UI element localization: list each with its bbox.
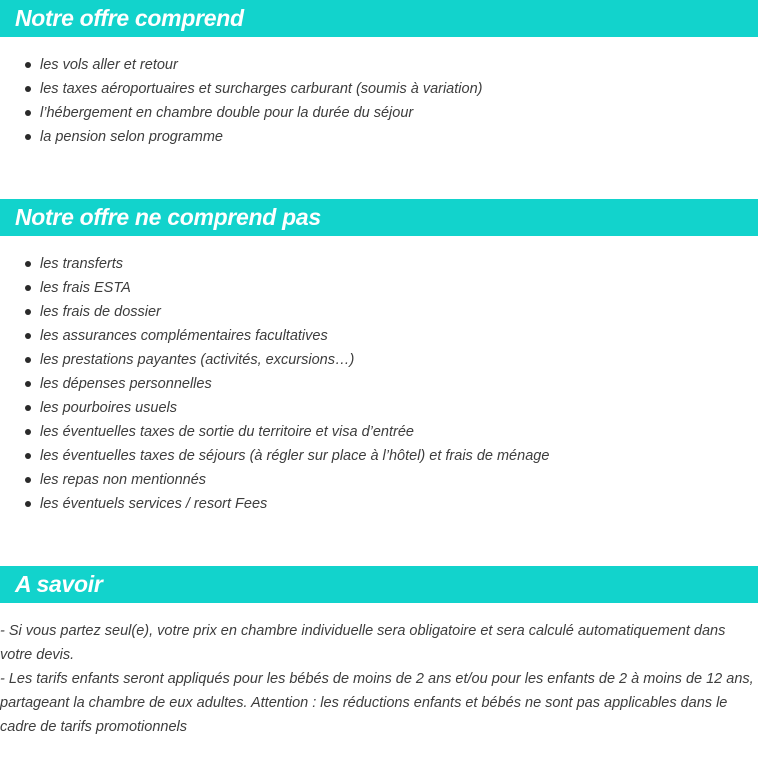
list-item-text: les dépenses personnelles	[40, 376, 212, 392]
bullet-icon	[25, 134, 31, 140]
list-item-text: les éventuelles taxes de séjours (à régler sur place à l’hôtel) et frais de ménage	[40, 448, 550, 464]
list-item-text: la pension selon programme	[40, 129, 223, 145]
bullet-icon	[25, 261, 31, 267]
list-item	[0, 372, 549, 396]
bullet-icon	[25, 429, 31, 435]
list-item	[0, 276, 549, 300]
excluded-list	[0, 252, 549, 516]
bullet-icon	[25, 309, 31, 315]
list-item-text: les taxes aéroportuaires et surcharges carburant (soumis à variation)	[40, 81, 483, 97]
list-item-text: l’hébergement en chambre double pour la durée du séjour	[40, 105, 414, 121]
included-section-title: Notre offre comprend	[0, 0, 758, 37]
list-item	[0, 396, 549, 420]
list-item	[0, 324, 549, 348]
bullet-icon	[25, 62, 31, 68]
list-item	[0, 468, 549, 492]
list-item-text: les frais de dossier	[40, 304, 161, 320]
bullet-icon	[25, 453, 31, 459]
bullet-icon	[25, 285, 31, 291]
bullet-icon	[25, 357, 31, 363]
bullet-icon	[25, 333, 31, 339]
bullet-icon	[25, 405, 31, 411]
bullet-icon	[25, 501, 31, 507]
list-item-text: les vols aller et retour	[40, 57, 178, 73]
list-item	[0, 492, 549, 516]
bullet-icon	[25, 110, 31, 116]
info-notes	[0, 619, 758, 739]
list-item	[0, 420, 549, 444]
list-item	[0, 348, 549, 372]
list-item-text: les transferts	[40, 256, 123, 272]
list-item-text: les éventuelles taxes de sortie du territoire et visa d’entrée	[40, 424, 414, 440]
info-paragraph: - Si vous partez seul(e), votre prix en chambre individuelle sera obligatoire et sera calculé automatiquement dans votre devis.	[0, 623, 726, 663]
excluded-section-title: Notre offre ne comprend pas	[0, 199, 758, 236]
bullet-icon	[25, 86, 31, 92]
info-section-title: A savoir	[0, 566, 758, 603]
list-item	[0, 53, 482, 77]
list-item-text: les éventuels services / resort Fees	[40, 496, 268, 512]
list-item-text: les pourboires usuels	[40, 400, 178, 416]
list-item	[0, 77, 482, 101]
bullet-icon	[25, 477, 31, 483]
list-item-text: les prestations payantes (activités, excursions…)	[40, 352, 355, 368]
list-item	[0, 125, 482, 149]
info-paragraph: - Les tarifs enfants seront appliqués pour les bébés de moins de 2 ans et/ou pour les enfants de 2 à moins de 12 ans, partageant la chambre de eux adultes. Attention : les réductions enfants et bébés ne sont pas applicables dans le cadre de tarifs promotionnels	[0, 671, 754, 735]
list-item	[0, 101, 482, 125]
bullet-icon	[25, 381, 31, 387]
included-list	[0, 53, 482, 149]
list-item-text: les frais ESTA	[40, 280, 131, 296]
list-item	[0, 252, 549, 276]
list-item	[0, 444, 549, 468]
list-item-text: les repas non mentionnés	[40, 472, 207, 488]
list-item	[0, 300, 549, 324]
list-item-text: les assurances complémentaires facultatives	[40, 328, 328, 344]
